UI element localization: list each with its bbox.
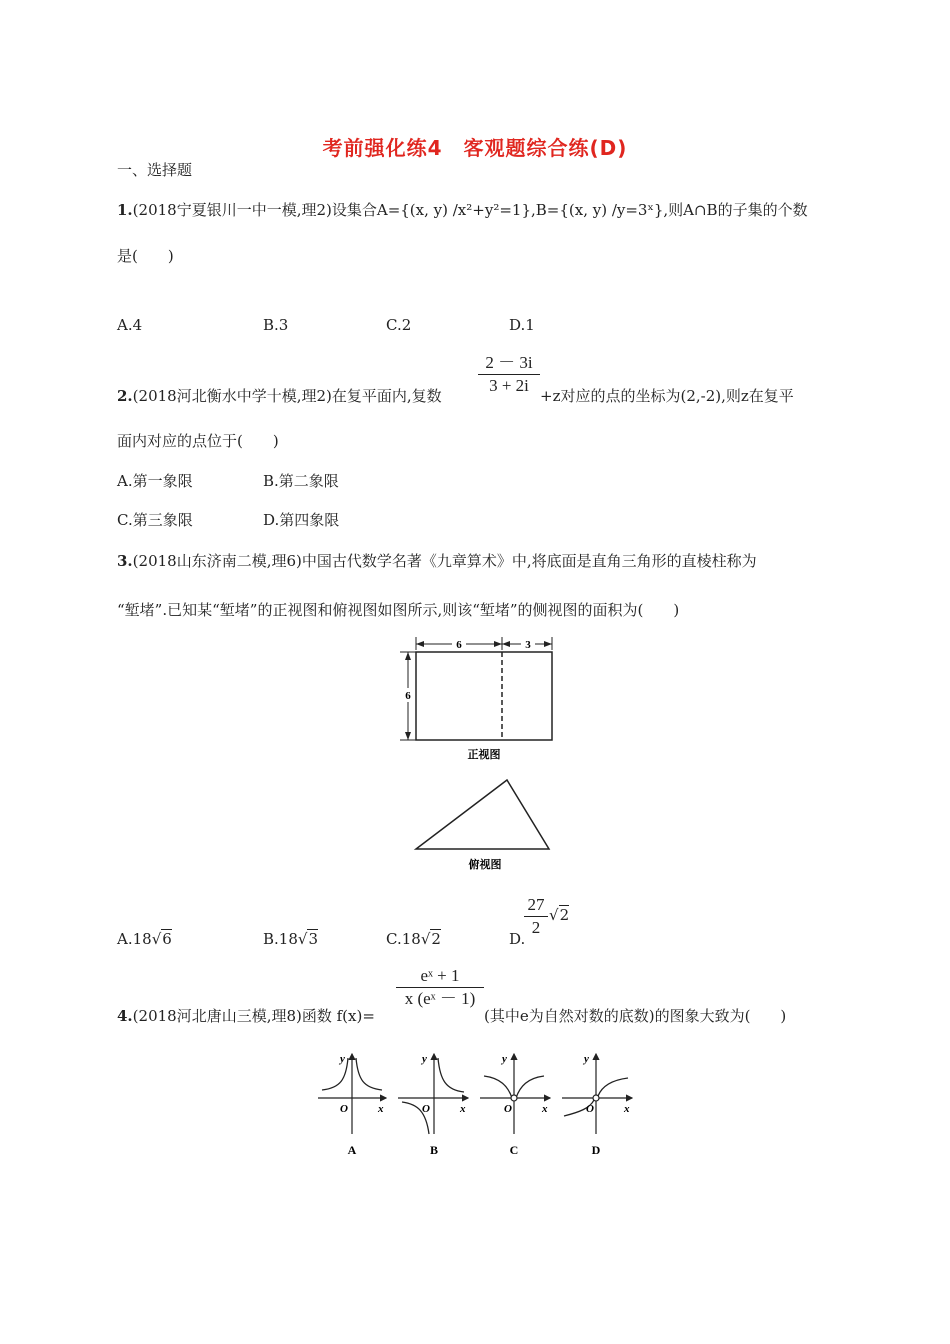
question-1-line-2: 是( ) xyxy=(117,247,174,265)
function-fraction xyxy=(396,965,484,1010)
svg-text:y: y xyxy=(502,1053,507,1065)
dim-label-3-top: 3 xyxy=(525,639,531,651)
option-a: A.18√6 xyxy=(117,930,172,948)
option-d: D.1 xyxy=(509,316,535,334)
question-number: 1. xyxy=(117,201,133,219)
function-graphs xyxy=(310,1050,640,1160)
top-view-diagram xyxy=(405,775,565,875)
fraction-denominator: x (eˣ － 1) xyxy=(404,989,476,1008)
question-number: 4. xyxy=(117,1007,133,1025)
svg-text:O: O xyxy=(340,1103,348,1115)
option-d: D. xyxy=(509,930,526,948)
svg-text:O: O xyxy=(504,1103,512,1115)
option-c: C.18√2 xyxy=(386,930,441,948)
svg-text:x: x xyxy=(542,1103,548,1115)
option-b: B.3 xyxy=(263,316,289,334)
dim-label-6-left: 6 xyxy=(405,690,411,702)
fraction-denominator: 3 + 2i xyxy=(489,376,529,395)
page-title: 考前强化练4 客观题综合练(D) xyxy=(322,136,628,160)
graph-label-b: B xyxy=(429,1143,439,1157)
svg-text:x: x xyxy=(378,1103,384,1115)
question-2-text-before xyxy=(117,386,442,406)
section-heading: 一、选择题 xyxy=(117,161,193,179)
option-d-sqrt: √2 xyxy=(549,906,570,924)
question-3-line-2: “堑堵”.已知某“堑堵”的正视图和俯视图如图所示,则该“堑堵”的侧视图的面积为( ) xyxy=(117,601,680,619)
graph-a xyxy=(318,1053,386,1157)
fraction-numerator: 2 － 3i xyxy=(485,353,533,372)
question-number: 3. xyxy=(117,552,133,570)
question-4-text-after: (其中e为自然对数的底数)的图象大致为( ) xyxy=(484,1007,787,1025)
graph-label-a: A xyxy=(347,1143,357,1157)
option-d: D.第四象限 xyxy=(263,511,340,529)
option-c: C.第三象限 xyxy=(117,511,193,529)
graph-b xyxy=(398,1053,468,1157)
question-4-text-before xyxy=(117,1006,375,1026)
graph-c xyxy=(480,1053,550,1157)
svg-text:y: y xyxy=(584,1053,589,1065)
graph-label-c: C xyxy=(509,1143,519,1157)
dim-label-6-top: 6 xyxy=(456,639,462,651)
front-view-rectangle xyxy=(416,652,552,740)
fraction-numerator: eˣ + 1 xyxy=(420,966,460,985)
question-text: (2018河北衡水中学十模,理2)在复平面内,复数 xyxy=(132,387,442,405)
svg-text:O: O xyxy=(586,1103,594,1115)
fraction-numerator: 27 xyxy=(527,895,545,914)
svg-text:x: x xyxy=(624,1103,630,1115)
option-b: B.18√3 xyxy=(263,930,318,948)
svg-text:y: y xyxy=(422,1053,427,1065)
option-c: C.2 xyxy=(386,316,412,334)
question-2-line-2: 面内对应的点位于( ) xyxy=(117,432,279,450)
svg-text:y: y xyxy=(340,1053,345,1065)
question-number: 2. xyxy=(117,387,133,405)
option-b: B.第二象限 xyxy=(263,472,339,490)
top-view-triangle xyxy=(416,780,549,849)
caption-top-view: 俯视图 xyxy=(468,858,502,871)
graph-d xyxy=(562,1053,632,1157)
fraction-denominator: 2 xyxy=(531,918,541,937)
question-text: (2018河北唐山三模,理8)函数 f(x)= xyxy=(132,1007,375,1025)
question-text: (2018山东济南二模,理6)中国古代数学名著《九章算术》中,将底面是直角三角形的直棱柱称为 xyxy=(132,552,757,570)
option-a: A.4 xyxy=(117,316,143,334)
question-3-line-1 xyxy=(117,551,757,571)
graph-label-d: D xyxy=(591,1143,601,1157)
question-text: (2018宁夏银川一中一模,理2)设集合A={(x, y) /x²+y²=1},B={(x, y) /y=3ˣ},则A∩B的子集的个数 xyxy=(132,201,808,219)
caption-front-view: 正视图 xyxy=(467,748,501,761)
question-2-text-after: +z对应的点的坐标为(2,-2),则z在复平 xyxy=(540,387,794,405)
question-1-line-1 xyxy=(117,200,808,220)
svg-text:x: x xyxy=(460,1103,466,1115)
option-a: A.第一象限 xyxy=(117,472,193,490)
front-view-diagram xyxy=(380,632,570,782)
complex-fraction xyxy=(478,352,540,397)
svg-text:O: O xyxy=(422,1103,430,1115)
option-d-fraction xyxy=(524,894,548,939)
